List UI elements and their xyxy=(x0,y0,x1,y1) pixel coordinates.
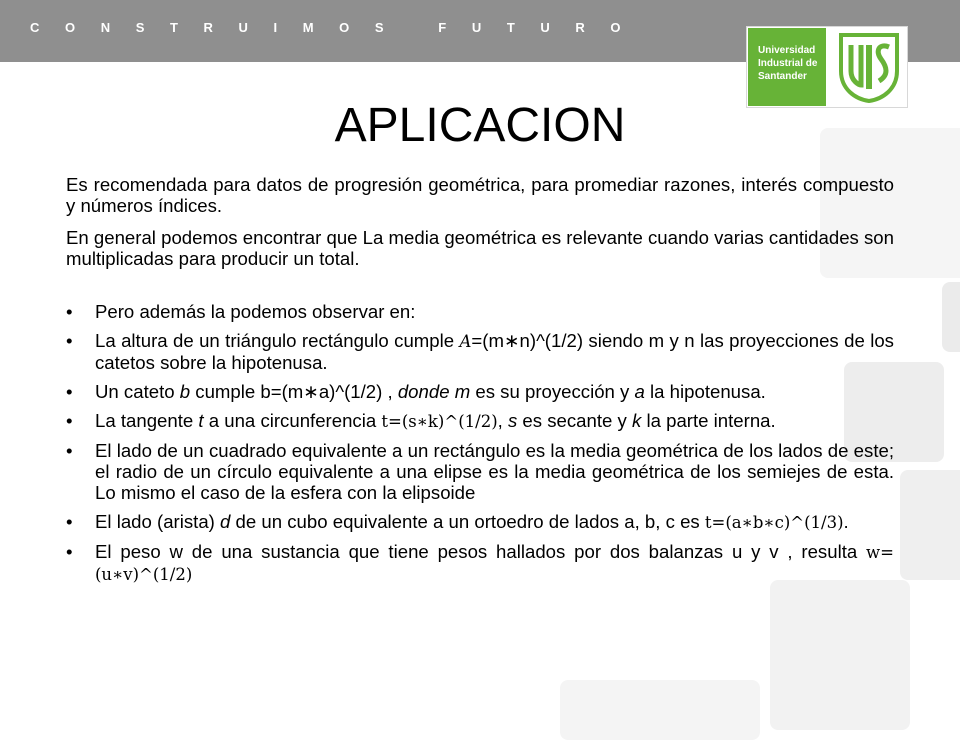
decor-square xyxy=(560,680,760,740)
italic-variable: k xyxy=(632,410,642,431)
decor-square xyxy=(770,580,910,730)
paragraph: Es recomendada para datos de progresión geométrica, para promediar razones, interés compuesto y números índices. xyxy=(66,174,894,216)
italic-variable: b xyxy=(179,381,191,402)
bullet-text: a una circunferencia xyxy=(203,410,382,431)
logo-line: Industrial de xyxy=(758,58,818,69)
math-formula: t=(a∗b∗c)^(1/3) xyxy=(704,513,844,532)
bullet-text: Pero además la podemos observar en: xyxy=(95,301,416,322)
math-variable: 𝐴 xyxy=(459,332,472,351)
logo-line: Universidad xyxy=(758,45,816,56)
bullet-text: La tangente xyxy=(95,410,199,431)
bullet-text: es secante y xyxy=(517,410,632,431)
logo-text xyxy=(758,44,824,83)
bullet-dot: • xyxy=(66,381,73,402)
bullet-item xyxy=(66,410,894,432)
italic-variable: donde m xyxy=(397,381,471,402)
slide-title: APLICACION xyxy=(334,99,626,152)
bullet-dot: • xyxy=(66,440,73,461)
bullet-dot: • xyxy=(66,301,73,322)
tagline: CONSTRUIMOS FUTURO xyxy=(30,20,647,35)
bullet-text: La altura de un triángulo rectángulo cumple xyxy=(95,330,460,351)
bullet-text: El lado de un cuadrado equivalente a un rectángulo es la media geométrica de los lados de este; el radio de un círculo equivalente a una elipse es la media geométrica de los semiejes de esta. Lo mismo el caso de la esfera con la elipsoide xyxy=(95,440,894,503)
decor-square xyxy=(900,470,960,580)
bullet-item xyxy=(66,541,894,585)
decor-square xyxy=(942,282,960,352)
logo-green-block xyxy=(748,28,826,106)
bullet-text: . xyxy=(843,511,849,532)
math-formula: w=(u∗v)^(1/2) xyxy=(95,543,894,584)
bullet-dot: • xyxy=(66,330,73,351)
italic-variable: t xyxy=(198,410,204,431)
bullet-item xyxy=(66,301,894,322)
bullet-item xyxy=(66,511,894,533)
bullet-item xyxy=(66,381,894,402)
bullet-text: , xyxy=(497,410,508,431)
bullet-text: =(m∗n)^(1/2) siendo m y n las proyecciones de los catetos sobre la hipotenusa. xyxy=(95,330,894,373)
italic-variable: s xyxy=(507,410,518,431)
italic-variable: d xyxy=(220,511,231,532)
bullet-text: de un cubo equivalente a un ortoedro de lados a, b, c es xyxy=(230,511,705,532)
bullet-list xyxy=(66,301,894,585)
bullet-text: la parte interna. xyxy=(641,410,776,431)
paragraph: En general podemos encontrar que La media geométrica es relevante cuando varias cantidades son multiplicadas para producir un total. xyxy=(66,227,894,269)
italic-variable: a xyxy=(634,381,645,402)
bullet-text: Un cateto xyxy=(95,381,180,402)
bullet-text: es su proyección y xyxy=(470,381,635,402)
bullet-text: El peso w de una sustancia que tiene pesos hallados por dos balanzas u y v , resulta xyxy=(95,541,867,562)
bullet-dot: • xyxy=(66,541,73,562)
bullet-text: cumple b=(m∗a)^(1/2) , xyxy=(190,381,398,402)
bullet-text: la hipotenusa. xyxy=(644,381,766,402)
uis-seal-icon xyxy=(837,31,901,103)
bullet-dot: • xyxy=(66,511,73,532)
slide-content xyxy=(66,174,894,593)
bullet-item xyxy=(66,330,894,373)
bullet-item xyxy=(66,440,894,503)
bullet-text: El lado (arista) xyxy=(95,511,221,532)
math-formula: t=(s∗k)^(1/2) xyxy=(381,412,498,431)
bullet-dot: • xyxy=(66,410,73,431)
logo-line: Santander xyxy=(758,71,807,82)
